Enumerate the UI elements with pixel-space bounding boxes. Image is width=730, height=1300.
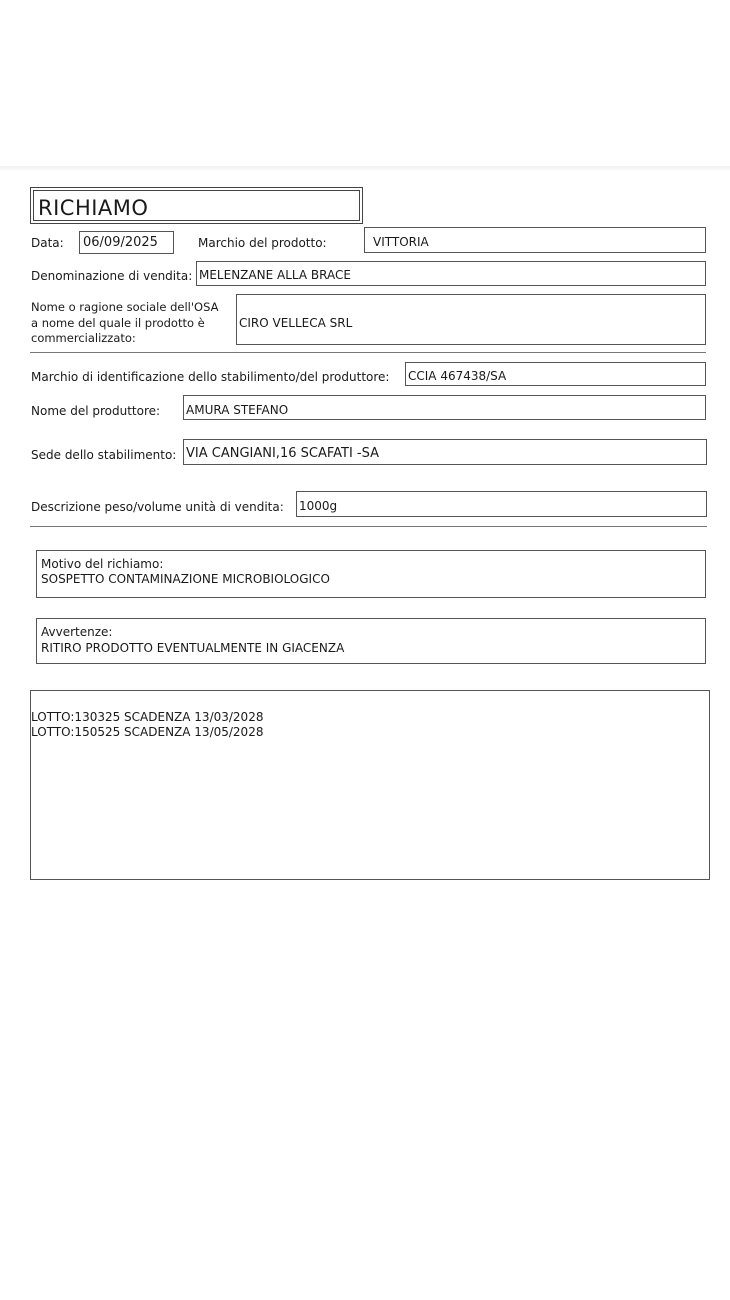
site-label: Sede dello stabilimento: (31, 448, 177, 462)
warnings-value: RITIRO PRODOTTO EVENTUALMENTE IN GIACENZA (41, 641, 345, 655)
separator-1 (30, 352, 706, 353)
date-label: Data: (31, 236, 64, 250)
id-mark-label: Marchio di identificazione dello stabilimento/del produttore: (31, 370, 390, 384)
warnings-label: Avvertenze: (41, 625, 113, 639)
site-value: VIA CANGIANI,16 SCAFATI -SA (186, 446, 379, 461)
separator-2 (30, 526, 707, 527)
weight-label: Descrizione peso/volume unità di vendita: (31, 500, 284, 514)
sales-name-label: Denominazione di vendita: (31, 269, 193, 283)
lot-line-2: LOTTO:150525 SCADENZA 13/05/2028 (31, 725, 264, 739)
document-title: RICHIAMO (38, 196, 149, 220)
producer-label: Nome del produttore: (31, 404, 161, 418)
brand-label: Marchio del prodotto: (198, 236, 327, 250)
osa-label-line-1: Nome o ragione sociale dell'OSA (31, 300, 219, 314)
date-value: 06/09/2025 (83, 235, 158, 250)
reason-value: SOSPETTO CONTAMINAZIONE MICROBIOLOGICO (41, 572, 330, 586)
sales-name-value: MELENZANE ALLA BRACE (199, 268, 351, 282)
brand-value: VITTORIA (373, 235, 429, 249)
osa-label-line-3: commercializzato: (31, 331, 136, 345)
weight-field (296, 491, 707, 517)
lot-line-1: LOTTO:130325 SCADENZA 13/03/2028 (31, 710, 264, 724)
weight-value: 1000g (299, 499, 338, 513)
viewer-top-margin (0, 0, 730, 168)
document-page (0, 172, 730, 1300)
osa-label-line-2: a nome del quale il prodotto è (31, 316, 205, 330)
id-mark-value: CCIA 467438/SA (408, 369, 507, 383)
osa-value: CIRO VELLECA SRL (239, 316, 353, 330)
producer-value: AMURA STEFANO (186, 403, 289, 417)
reason-label: Motivo del richiamo: (41, 557, 164, 571)
